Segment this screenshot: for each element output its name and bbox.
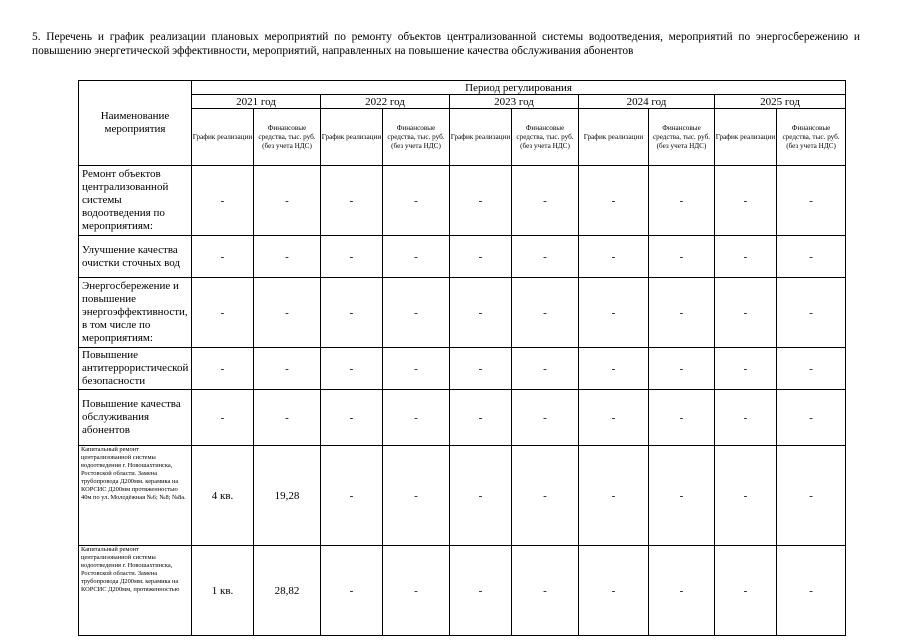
finance-value: - — [254, 236, 321, 278]
finance-value: - — [383, 278, 450, 348]
table-row — [79, 390, 846, 446]
schedule-value: - — [579, 278, 649, 348]
schedule-value: - — [192, 348, 254, 390]
finance-value: - — [777, 546, 846, 636]
finance-value: - — [512, 546, 579, 636]
name-header: Наименование мероприятия — [79, 81, 192, 166]
table-row — [79, 166, 846, 236]
schedule-value: - — [321, 446, 383, 546]
schedule-value: 1 кв. — [192, 546, 254, 636]
year-header: 2024 год — [579, 95, 715, 109]
finance-header: Финансовые средства, тыс. руб. (без учета НДС) — [512, 109, 579, 166]
finance-value: - — [512, 390, 579, 446]
finance-value: - — [649, 348, 715, 390]
schedule-value: - — [715, 446, 777, 546]
schedule-value: - — [715, 166, 777, 236]
finance-value: - — [383, 348, 450, 390]
finance-header: Финансовые средства, тыс. руб. (без учета НДС) — [649, 109, 715, 166]
finance-value: - — [383, 446, 450, 546]
finance-value: - — [254, 390, 321, 446]
schedule-value: - — [450, 446, 512, 546]
finance-value: - — [512, 236, 579, 278]
finance-header: Финансовые средства, тыс. руб. (без учета НДС) — [254, 109, 321, 166]
schedule-value: - — [579, 390, 649, 446]
schedule-value: - — [579, 546, 649, 636]
period-header: Период регулирования — [192, 81, 846, 95]
schedule-value: - — [450, 390, 512, 446]
finance-header: Финансовые средства, тыс. руб. (без учета НДС) — [383, 109, 450, 166]
schedule-header: График реализации — [715, 109, 777, 166]
schedule-value: - — [715, 348, 777, 390]
schedule-value: - — [715, 236, 777, 278]
schedule-value: - — [579, 236, 649, 278]
finance-value: - — [649, 546, 715, 636]
schedule-value: - — [450, 166, 512, 236]
table-row — [79, 278, 846, 348]
schedule-value: - — [321, 546, 383, 636]
activity-name: Капитальный ремонт централизованной системы водоотведения г. Новошахтинска, Ростовской области. Замена трубопровода Д200мм. керамика на КОРСИС Д200мм протяженностью 40м по ул. Молодёжная №6; №8; №8а. — [79, 446, 192, 546]
schedule-value: - — [321, 348, 383, 390]
finance-value: - — [512, 348, 579, 390]
schedule-value: - — [450, 348, 512, 390]
activity-name: Капитальный ремонт централизованной системы водоотведения г. Новошахтинска, Ростовской области. Замена трубопровода Д200мм. керамика на КОРСИС Д200мм, протяженностью — [79, 546, 192, 636]
schedule-header: График реализации — [579, 109, 649, 166]
finance-value: - — [383, 390, 450, 446]
schedule-value: - — [192, 390, 254, 446]
schedule-value: - — [450, 278, 512, 348]
finance-value: - — [777, 348, 846, 390]
table-row — [79, 446, 846, 546]
activity-name: Энергосбережение и повышение энергоэффективности, в том числе по мероприятиям: — [79, 278, 192, 348]
section-heading: 5. Перечень и график реализации плановых мероприятий по ремонту объектов централизованной системы водоотведения, мероприятий по энергосбережению и повышению энергетической эффективности, мероприятий, направленных на повышение качества обслуживания абонентов — [32, 31, 860, 57]
finance-header: Финансовые средства, тыс. руб. (без учета НДС) — [777, 109, 846, 166]
schedule-value: - — [579, 166, 649, 236]
year-header: 2022 год — [321, 95, 450, 109]
finance-value: - — [649, 390, 715, 446]
year-header: 2021 год — [192, 95, 321, 109]
schedule-value: - — [192, 278, 254, 348]
finance-value: - — [649, 166, 715, 236]
schedule-value: - — [321, 278, 383, 348]
finance-value: - — [512, 278, 579, 348]
schedule-value: - — [192, 236, 254, 278]
finance-value: - — [777, 236, 846, 278]
finance-value: 19,28 — [254, 446, 321, 546]
plan-table — [78, 80, 846, 636]
finance-value: - — [649, 278, 715, 348]
schedule-value: - — [579, 348, 649, 390]
finance-value: - — [777, 166, 846, 236]
schedule-value: - — [321, 390, 383, 446]
schedule-value: - — [715, 390, 777, 446]
schedule-header: График реализации — [450, 109, 512, 166]
table-row — [79, 236, 846, 278]
activity-name: Ремонт объектов централизованной системы водоотведения по мероприятиям: — [79, 166, 192, 236]
schedule-value: - — [579, 446, 649, 546]
year-header: 2023 год — [450, 95, 579, 109]
schedule-value: - — [450, 236, 512, 278]
finance-value: - — [649, 446, 715, 546]
schedule-header: График реализации — [192, 109, 254, 166]
schedule-value: - — [321, 166, 383, 236]
schedule-value: - — [715, 546, 777, 636]
finance-value: - — [383, 166, 450, 236]
finance-value: - — [254, 348, 321, 390]
schedule-value: - — [450, 546, 512, 636]
year-header: 2025 год — [715, 95, 846, 109]
finance-value: - — [777, 390, 846, 446]
table-row — [79, 348, 846, 390]
schedule-value: 4 кв. — [192, 446, 254, 546]
schedule-value: - — [715, 278, 777, 348]
finance-value: - — [649, 236, 715, 278]
finance-value: - — [383, 546, 450, 636]
activity-name: Повышение качества обслуживания абонентов — [79, 390, 192, 446]
finance-value: - — [777, 446, 846, 546]
table-row — [79, 546, 846, 636]
finance-value: - — [254, 166, 321, 236]
activity-name: Повышение антитеррористической безопасности — [79, 348, 192, 390]
finance-value: - — [512, 166, 579, 236]
finance-value: - — [254, 278, 321, 348]
schedule-value: - — [192, 166, 254, 236]
finance-value: - — [512, 446, 579, 546]
schedule-value: - — [321, 236, 383, 278]
schedule-header: График реализации — [321, 109, 383, 166]
activity-name: Улучшение качества очистки сточных вод — [79, 236, 192, 278]
finance-value: 28,82 — [254, 546, 321, 636]
finance-value: - — [777, 278, 846, 348]
finance-value: - — [383, 236, 450, 278]
